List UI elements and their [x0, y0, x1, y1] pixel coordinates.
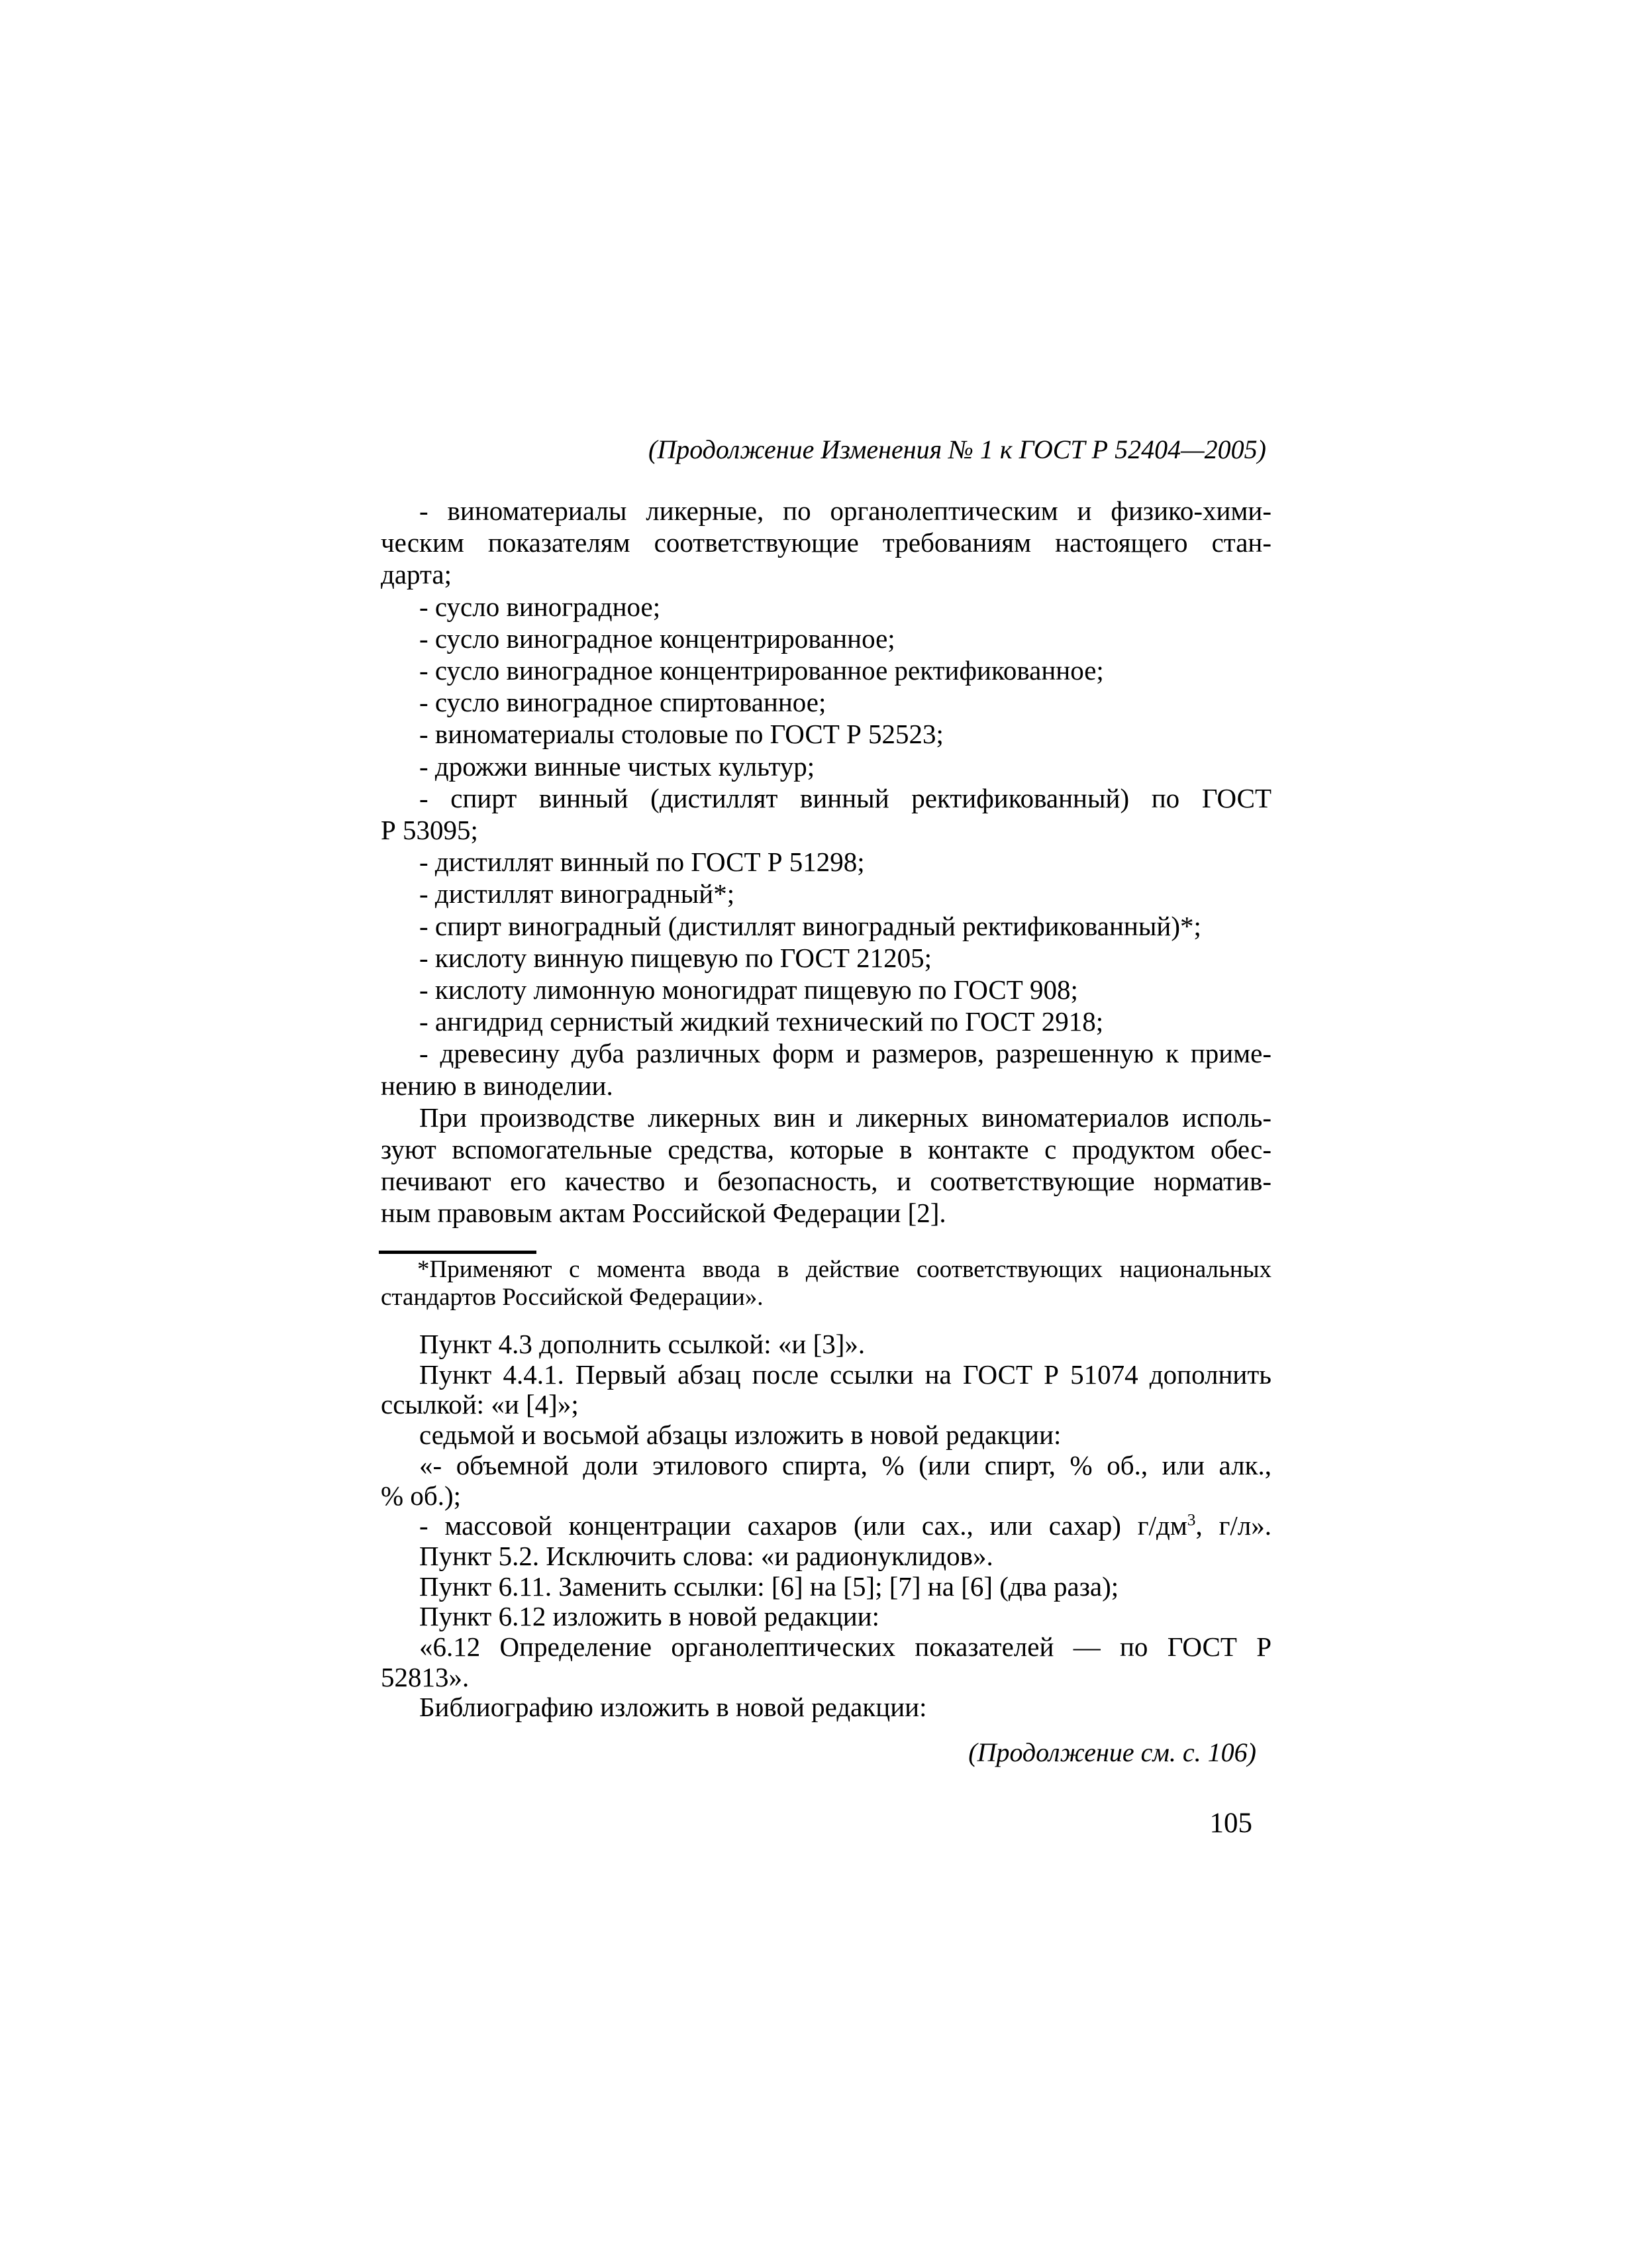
text-line: При производстве ликерных вин и ликерных виноматериалов исполь-: [419, 1102, 1271, 1133]
footnote-divider: [379, 1251, 536, 1254]
text-line: Пункт 6.11. Заменить ссылки: [6] на [5]; [7] на [6] (два раза);: [419, 1571, 1119, 1602]
sugar-text-prefix: - массовой концентрации сахаров (или сах., или сахар) г/дм: [419, 1510, 1187, 1541]
text-line: Библиографию изложить в новой редакции:: [419, 1692, 927, 1723]
text-line: - спирт винный (дистиллят винный ректификованный) по ГОСТ: [419, 782, 1271, 813]
body-text: [381, 495, 1271, 1229]
amendments-text: [381, 1329, 1271, 1723]
text-line: зуют вспомогательные средства, которые в контакте с продуктом обес-: [381, 1134, 1271, 1165]
text-line: «- объемной доли этилового спирта, % (или спирт, % об., или алк.,: [419, 1449, 1271, 1480]
text-line: - сусло виноградное;: [419, 591, 661, 622]
text-line: 52813».: [381, 1661, 470, 1692]
text-line: нению в виноделии.: [381, 1070, 613, 1101]
running-title: (Продолжение Изменения № 1 к ГОСТ Р 52404—2005): [648, 435, 1266, 464]
text-line: Пункт 4.4.1. Первый абзац после ссылки на ГОСТ Р 51074 дополнить: [419, 1359, 1271, 1390]
text-line: печивают его качество и безопасность, и соответствующие норматив-: [381, 1166, 1271, 1197]
text-line: - спирт виноградный (дистиллят виноградный ректификованный)*;: [419, 910, 1201, 941]
sugar-text-suffix: , г/л».: [1195, 1510, 1271, 1541]
text-line: Пункт 5.2. Исключить слова: «и радионуклидов».: [419, 1540, 993, 1571]
footnote-line: *Применяют с момента ввода в действие соответствующих национальных: [417, 1256, 1271, 1283]
footnote-line: стандартов Российской Федерации».: [381, 1284, 764, 1311]
text-line: % об.);: [381, 1480, 462, 1511]
text-line: ческим показателям соответствующие требованиям настоящего стан-: [381, 527, 1271, 558]
footnote: [381, 1256, 1271, 1312]
text-line-sugar: [381, 1511, 1271, 1541]
text-line: Р 53095;: [381, 815, 478, 846]
text-line: - сусло виноградное спиртованное;: [419, 687, 826, 718]
text-line: - дистиллят виноградный*;: [419, 878, 735, 909]
text-line: - сусло виноградное концентрированное ректификованное;: [419, 655, 1104, 686]
text-line: - ангидрид сернистый жидкий технический по ГОСТ 2918;: [419, 1006, 1104, 1037]
text-line: - кислоту лимонную моногидрат пищевую по ГОСТ 908;: [419, 974, 1078, 1005]
text-line: ным правовым актам Российской Федерации [2].: [381, 1198, 946, 1229]
text-line: - сусло виноградное концентрированное;: [419, 623, 895, 654]
text-line: - дистиллят винный по ГОСТ Р 51298;: [419, 847, 865, 878]
superscript-3: 3: [1187, 1510, 1196, 1529]
text-line: - дрожжи винные чистых культур;: [419, 750, 815, 782]
text-line: - виноматериалы ликерные, по органолептическим и физико-хими-: [419, 495, 1271, 526]
text-line: Пункт 6.12 изложить в новой редакции:: [419, 1601, 879, 1632]
text-line: седьмой и восьмой абзацы изложить в новой редакции:: [419, 1419, 1062, 1451]
text-line: ссылкой: «и [4]»;: [381, 1389, 579, 1420]
text-line: - виноматериалы столовые по ГОСТ Р 52523;: [419, 719, 944, 750]
text-line: «6.12 Определение органолептических показателей — по ГОСТ Р: [419, 1631, 1271, 1663]
text-line: - кислоту винную пищевую по ГОСТ 21205;: [419, 942, 932, 973]
text-line: Пункт 4.3 дополнить ссылкой: «и [3]».: [419, 1329, 866, 1359]
continuation-note: (Продолжение см. с. 106): [968, 1737, 1256, 1767]
page-number: 105: [1209, 1808, 1252, 1839]
text-line: - древесину дуба различных форм и размеров, разрешенную к приме-: [419, 1038, 1271, 1069]
text-line: дарта;: [381, 559, 452, 590]
